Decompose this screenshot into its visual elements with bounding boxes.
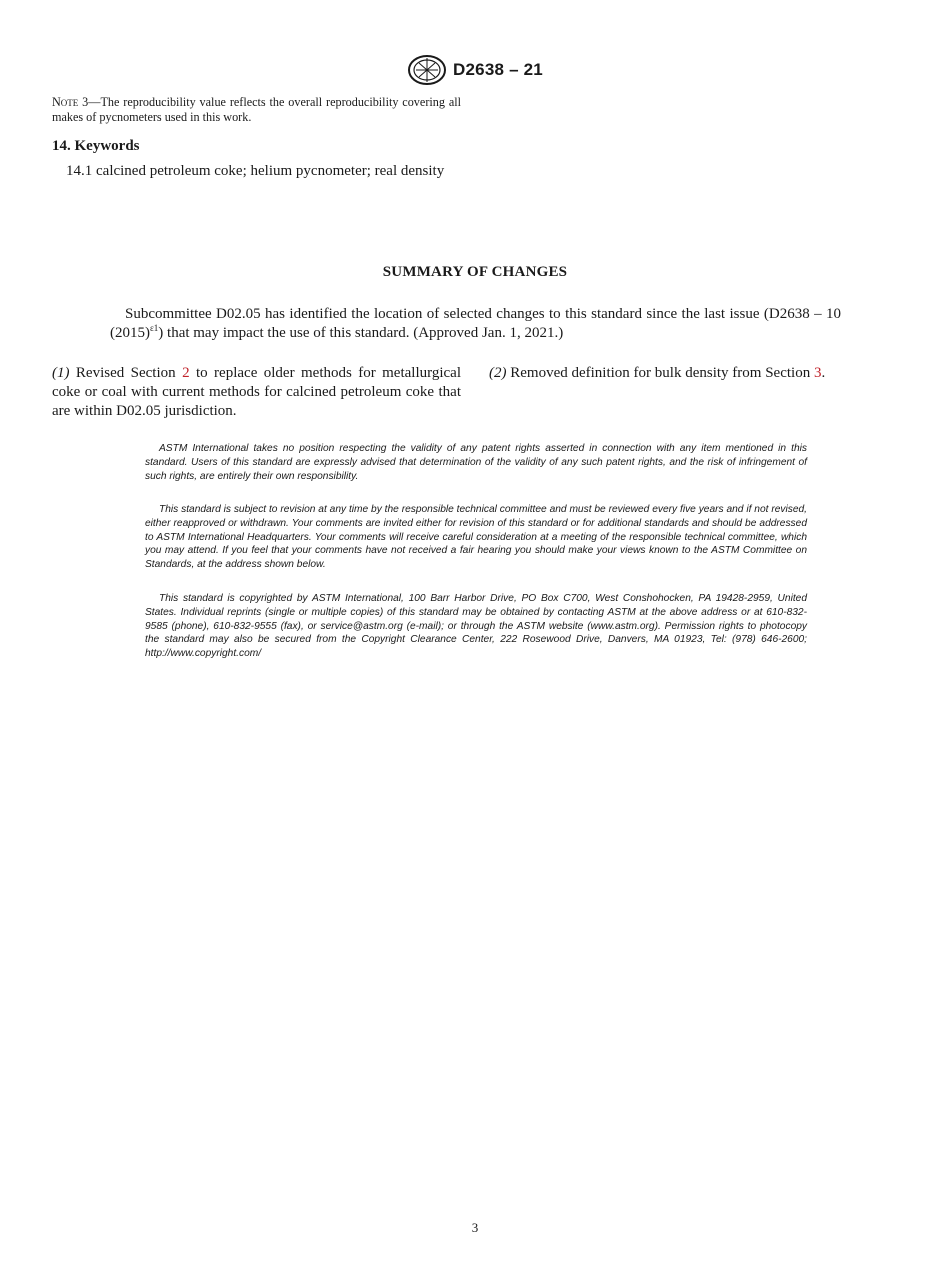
summary-of-changes-title: SUMMARY OF CHANGES [382,264,568,280]
note-label: Note [52,95,79,109]
revision-notice: This standard is subject to revision at any time by the responsible technical committee and must be reviewed every five years and if not revised, either reapproved or withdrawn. Your comments are invited either for revision of this standard or for additional standards and should be addressed to ASTM International Headquarters. Your comments will receive careful consideration at a meeting of the responsible technical committee, which you may attend. If you feel that your comments have not received a fair hearing you should make your views known to the ASTM Committee on Standards, at the address shown below. [145,504,807,571]
astm-logo [407,54,447,86]
change-item [52,364,461,421]
copyright-notice: This standard is copyrighted by ASTM International, 100 Barr Harbor Drive, PO Box C700, West Conshohocken, PA 19428-2959, United States. Individual reprints (single or multiple copies) of this standard may be obtained by contacting ASTM at the above address or at 610-832-9585 (phone), 610-832-9555 (fax), or service@astm.org (e-mail); or through the ASTM website (www.astm.org). Permission rights to photocopy the standard may also be secured from the Copyright Clearance Center, 222 Rosewood Drive, Danvers, MA 01923, Tel: (978) 646-2600; http://www.copyright.com/ [145,593,807,660]
change-text: to replace older methods for metallurgical coke or coal with current methods for calcined petroleum coke that are within D02.05 jurisdiction. [52,365,461,419]
page-header [0,54,950,86]
keywords-heading: 14. Keywords [52,138,140,154]
change-text: . [821,365,826,381]
change-item [489,364,869,383]
summary-intro-superscript: ε1 [150,323,159,333]
note-3 [52,95,461,125]
standard-code: D2638 – 21 [453,60,543,79]
change-text: Removed definition for bulk density from Section [506,365,814,381]
change-text: Revised Section [69,365,183,381]
summary-intro-text-end: ) that may impact the use of this standard. (Approved Jan. 1, 2021.) [158,325,564,341]
change-number: (1) [52,365,70,381]
page-number: 3 [471,1220,479,1235]
section-link[interactable]: 2 [182,365,190,381]
change-number: (2) [489,365,507,381]
summary-intro-text: Subcommittee D02.05 has identified the location of selected changes to this standard since the last issue (D2638 – 10 (2015) [110,306,841,341]
summary-intro [110,305,841,343]
keywords-text: 14.1 calcined petroleum coke; helium pycnometer; real density [66,163,445,179]
patent-disclaimer: ASTM International takes no position respecting the validity of any patent rights asserted in connection with any item mentioned in this standard. Users of this standard are expressly advised that determination of the validity of any such patent rights, and the risk of infringement of such rights, are entirely their own responsibility. [145,443,807,482]
note-text: 3—The reproducibility value reflects the overall reproducibility covering all makes of pycnometers used in this work. [52,95,461,124]
section-link[interactable]: 3 [813,365,822,381]
